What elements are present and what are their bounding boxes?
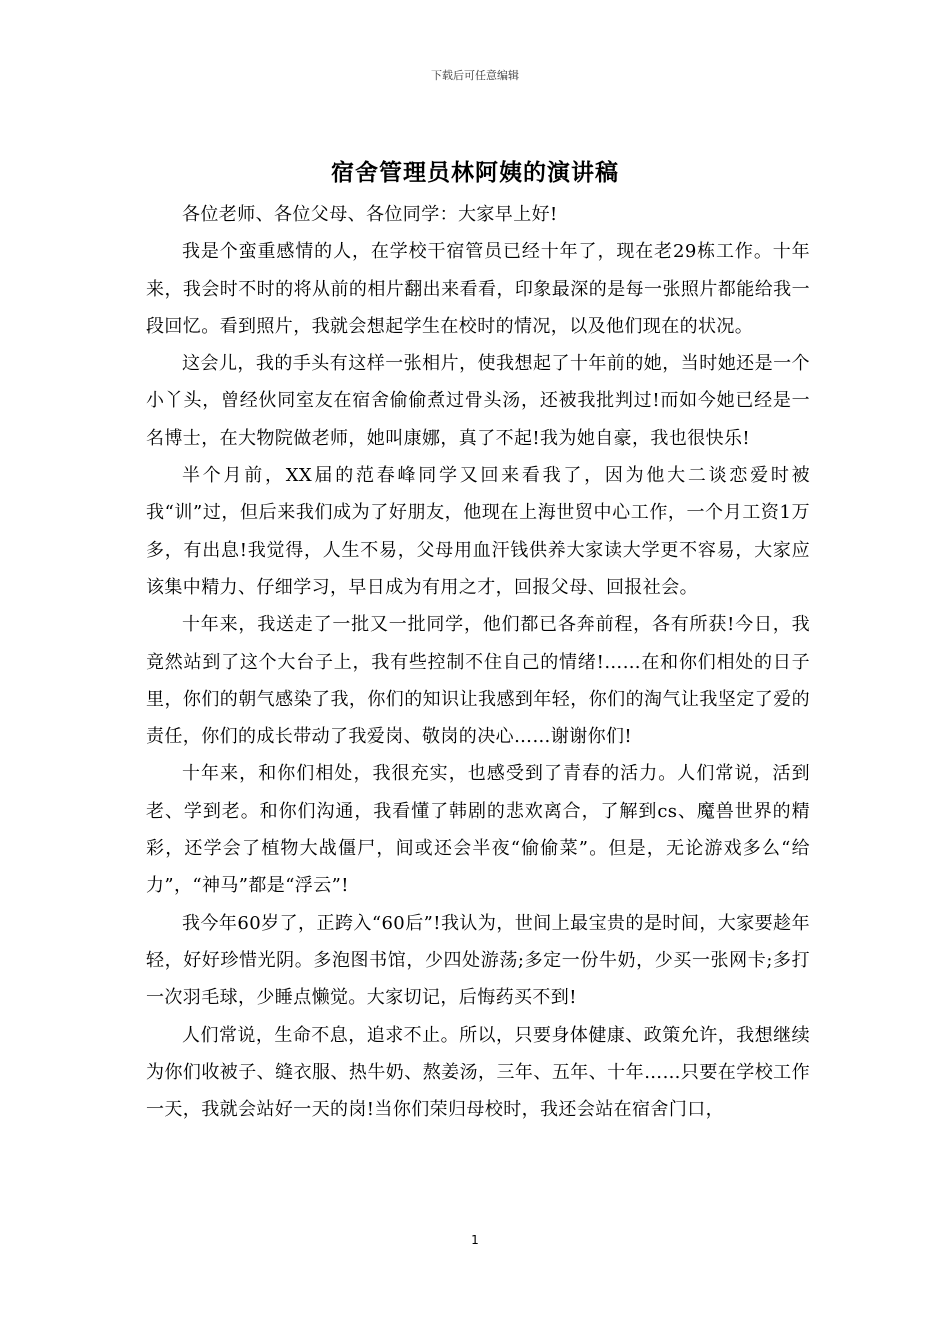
header-note: 下载后可任意编辑	[431, 69, 519, 82]
paragraph: 半个月前，XX届的范春峰同学又回来看我了，因为他大二谈恋爱时被我“训”过，但后来我们成为了好朋友，他现在上海世贸中心工作，一个月工资1万多，有出息!我觉得，人生不易，父母用血汗钱供养大家读大学更不容易，大家应该集中精力、仔细学习，早日成为有用之才，回报父母、回报社会。	[146, 465, 810, 598]
paragraph: 人们常说，生命不息，追求不止。所以，只要身体健康、政策允许，我想继续为你们收被子、缝衣服、热牛奶、熬姜汤，三年、五年、十年……只要在学校工作一天，我就会站好一天的岗!当你们荣归母校时，我还会站在宿舍门口，	[146, 1024, 810, 1121]
paragraph: 我今年60岁了，正跨入“60后”!我认为，世间上最宝贵的是时间，大家要趁年轻，好好珍惜光阴。多泡图书馆，少四处游荡;多定一份牛奶，少买一张网卡;多打一次羽毛球，少睡点懒觉。大家切记，后悔药买不到!	[146, 912, 810, 1009]
page-number: 1	[471, 1233, 479, 1247]
document-body	[146, 196, 810, 1128]
paragraph: 十年来，我送走了一批又一批同学，他们都已各奔前程，各有所获!今日，我竟然站到了这个大台子上，我有些控制不住自己的情绪!……在和你们相处的日子里，你们的朝气感染了我，你们的知识让我感到年轻，你们的淘气让我坚定了爱的责任，你们的成长带动了我爱岗、敬岗的决心……谢谢你们!	[146, 614, 810, 748]
paragraph-greeting: 各位老师、各位父母、各位同学：大家早上好!	[182, 204, 558, 225]
paragraph: 十年来，和你们相处，我很充实，也感受到了青春的活力。人们常说，活到老、学到老。和你们沟通，我看懂了韩剧的悲欢离合，了解到cs、魔兽世界的精彩，还学会了植物大战僵尸，间或还会半夜“偷偷菜”。但是，无论游戏多么“给力”，“神马”都是“浮云”!	[146, 763, 810, 897]
document-title: 宿舍管理员林阿姨的演讲稿	[331, 160, 619, 186]
paragraph: 我是个蛮重感情的人，在学校干宿管员已经十年了，现在老29栋工作。十年来，我会时不时的将从前的相片翻出来看看，印象最深的是每一张照片都能给我一段回忆。看到照片，我就会想起学生在校时的情况，以及他们现在的状况。	[146, 241, 810, 337]
paragraph: 这会儿，我的手头有这样一张相片，使我想起了十年前的她，当时她还是一个小丫头，曾经伙同室友在宿舍偷偷煮过骨头汤，还被我批判过!而如今她已经是一名博士，在大物院做老师，她叫康娜，真了不起!我为她自豪，我也很快乐!	[146, 353, 810, 449]
